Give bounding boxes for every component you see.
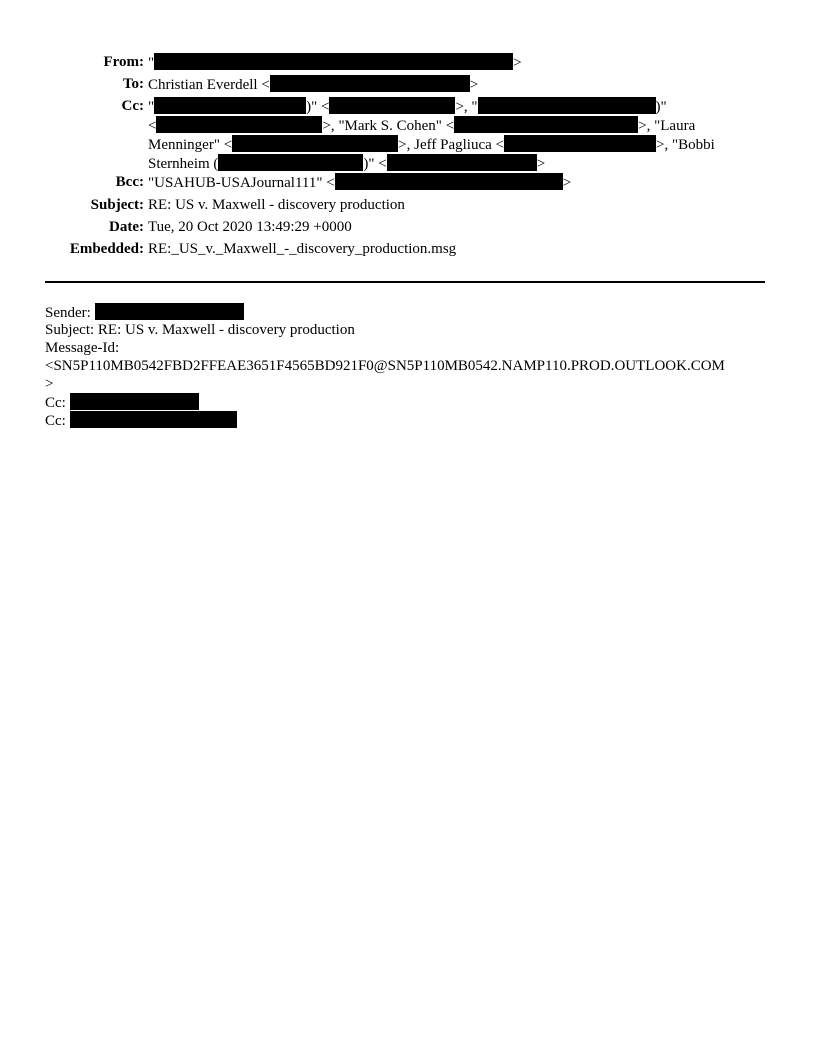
sender-label: Sender: bbox=[45, 305, 91, 321]
redaction bbox=[218, 154, 363, 171]
message-cc-label: Cc: bbox=[45, 413, 66, 429]
redaction bbox=[156, 116, 322, 133]
message-cc-label: Cc: bbox=[45, 395, 66, 411]
to-name: Christian Everdell bbox=[148, 77, 258, 93]
embedded-label: Embedded: bbox=[69, 241, 144, 257]
cc-label: Cc: bbox=[121, 98, 144, 114]
redaction bbox=[70, 393, 199, 410]
to-label: To: bbox=[122, 76, 144, 92]
redaction bbox=[95, 303, 244, 320]
cc-name-jeff: Jeff Pagliuca bbox=[414, 137, 492, 153]
from-value: " > bbox=[148, 55, 522, 71]
cc-line-b bbox=[45, 411, 237, 430]
redaction bbox=[335, 173, 563, 190]
bcc-label: Bcc: bbox=[115, 174, 144, 190]
cc-line-1: " )" < >, " )" bbox=[148, 99, 667, 115]
bcc-value: "USAHUB-USAJournal111" < > bbox=[148, 175, 572, 191]
message-id-end: > bbox=[45, 376, 54, 392]
date-value: Tue, 20 Oct 2020 13:49:29 +0000 bbox=[148, 219, 352, 235]
message-id-value: <SN5P110MB0542FBD2FFEAE3651F4565BD921F0@SN5P110MB0542.NAMP110.PROD.OUTLOOK.COM bbox=[45, 358, 725, 374]
cc-line-3: Menninger" < >, Jeff Pagliuca < >, "Bobbi bbox=[148, 137, 715, 153]
redaction bbox=[154, 97, 306, 114]
cc-line-4: Sternheim ( )" < > bbox=[148, 156, 546, 172]
cc-line-2: < >, "Mark S. Cohen" < >, "Laura bbox=[148, 118, 696, 134]
cc-name-mark-cohen: "Mark S. Cohen" bbox=[338, 118, 442, 134]
cc-line-a bbox=[45, 393, 199, 412]
message-subject-line: Subject: RE: US v. Maxwell - discovery production bbox=[45, 322, 355, 338]
redaction bbox=[387, 154, 537, 171]
redaction bbox=[270, 75, 470, 92]
redaction bbox=[232, 135, 398, 152]
redaction bbox=[154, 53, 513, 70]
redaction bbox=[454, 116, 638, 133]
redaction bbox=[329, 97, 455, 114]
cc-name-bobbi: "Bobbi bbox=[671, 137, 715, 153]
redaction bbox=[70, 411, 237, 428]
message-id-label: Message-Id: bbox=[45, 340, 120, 356]
cc-name-sternheim: Sternheim bbox=[148, 156, 210, 172]
sender-line bbox=[45, 303, 244, 322]
subject-value: RE: US v. Maxwell - discovery production bbox=[148, 197, 405, 213]
cc-name-laura: "Laura bbox=[654, 118, 696, 134]
redaction bbox=[478, 97, 656, 114]
cc-name-menninger: Menninger" bbox=[148, 137, 220, 153]
embedded-value: RE:_US_v._Maxwell_-_discovery_production.msg bbox=[148, 241, 457, 257]
bcc-name: "USAHUB-USAJournal111" bbox=[148, 175, 323, 191]
subject-label: Subject: bbox=[90, 197, 144, 213]
from-label: From: bbox=[103, 54, 144, 70]
divider bbox=[45, 281, 765, 283]
date-label: Date: bbox=[109, 219, 144, 235]
to-value: Christian Everdell < > bbox=[148, 77, 479, 93]
redaction bbox=[504, 135, 656, 152]
